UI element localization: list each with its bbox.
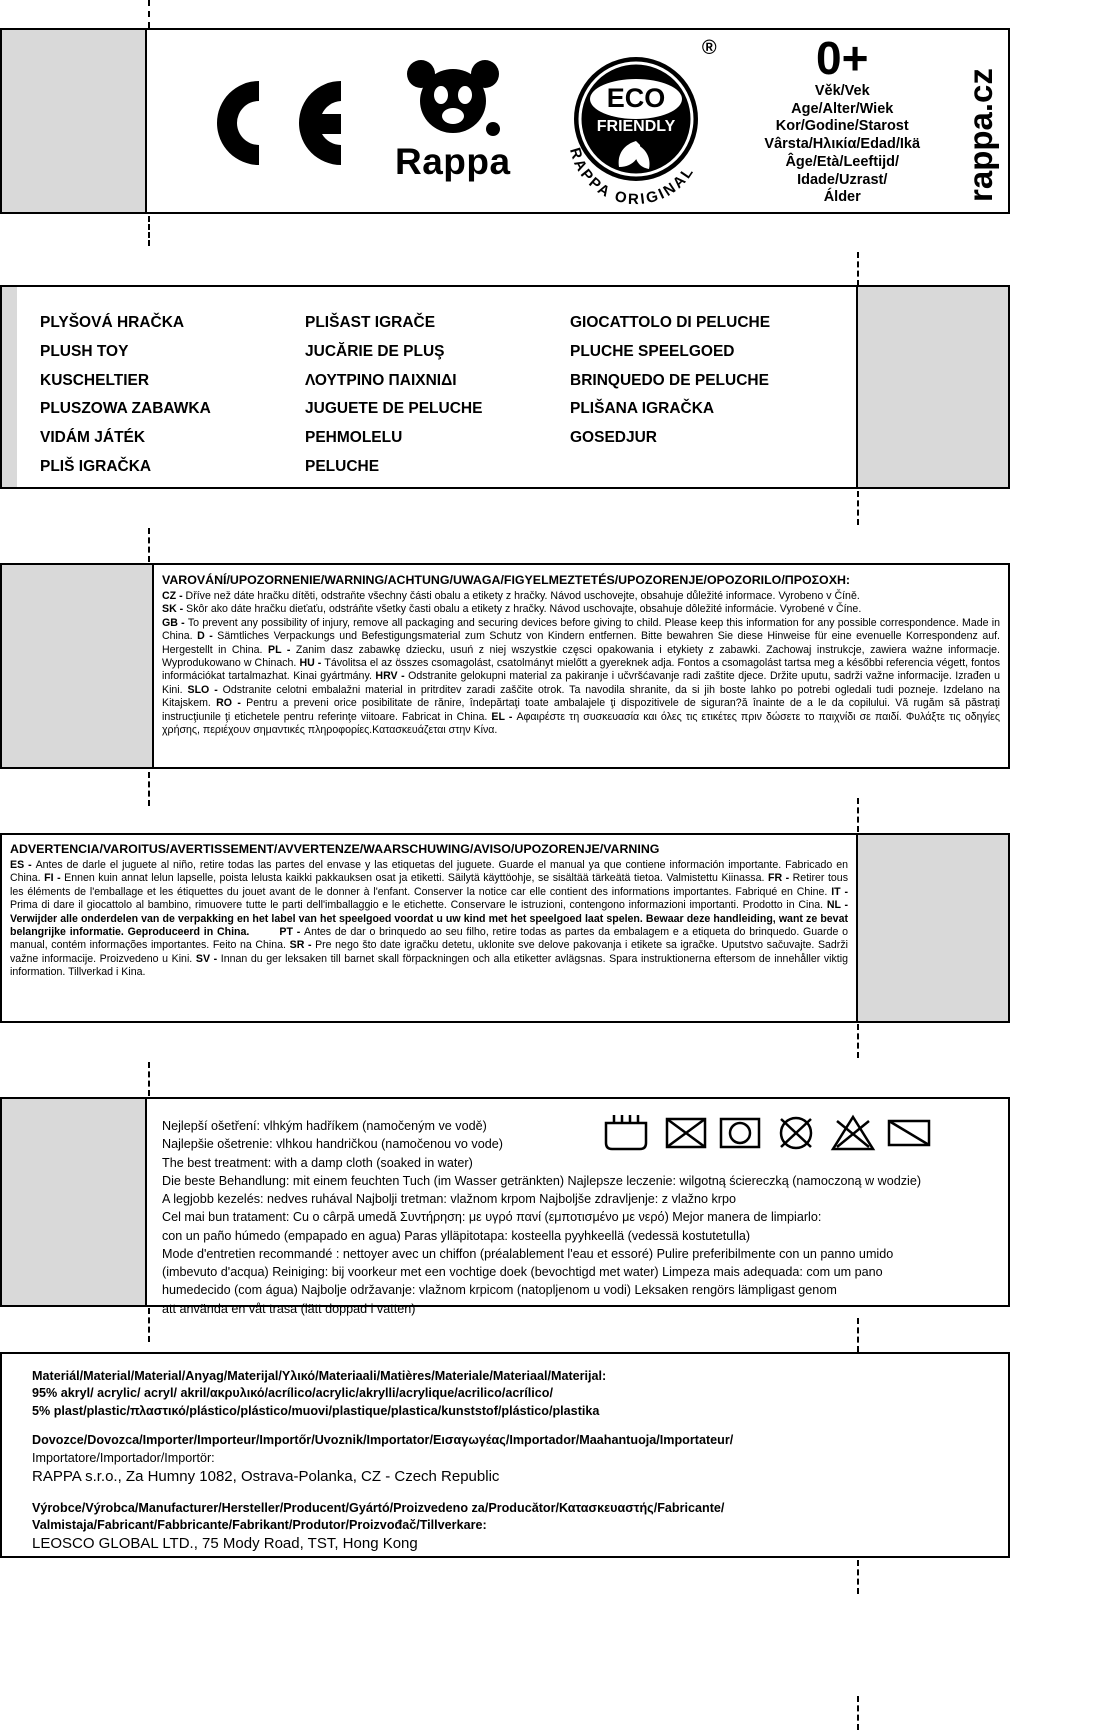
warning-block xyxy=(0,563,1010,769)
care-line: (imbevuto d'acqua) Reiniging: bij voorkeur met een vochtige doek (bevochtigd met water) Limpeza mais adequada: com um pano xyxy=(162,1265,883,1279)
care-grey-panel xyxy=(2,1099,147,1305)
advertencia-grey-panel xyxy=(856,835,1008,1021)
warning-lang-text: Sämtliches Verpackungs und Befestigungsmaterial zum Schutz von Kindern entfernen. Bitte bewahren Sie diese Hinweise für eine evenuelle Korrespondenz auf. Hergestellt in China. xyxy=(162,630,1000,656)
adv-lang-text: Antes de darle el juguete al niño, retire todas las partes del envase y las etiquetas del juguete. Guarde el manual ya que contiene información importante. Fabricado en China. xyxy=(10,858,848,885)
care-line: A legjobb kezelés: nedves ruhával Najbolji tretman: vlažnom krpom Najboljše zdravljenje: z vlažno krpo xyxy=(162,1192,736,1206)
header-band xyxy=(0,28,1010,214)
warning-lang-text: To prevent any possibility of injury, remove all packaging and securing devices before giving to child. Please keep this information for any possible correspondence. Made in China. xyxy=(162,616,1000,643)
importer-label: Dovozce/Dovozca/Importer/Importeur/Importőr/Uvoznik/Importator/Εισαγωγέας/Importador/Maahantuoja/Importateur/ xyxy=(32,1433,734,1448)
adv-lang-code: SV - xyxy=(195,952,221,965)
warning-lang-code: HU - xyxy=(299,657,325,670)
care-line: con un paño húmedo (empapado en agua) Paras ylläpitotapa: kosteella pyyhkeellä (vedessä kostutetulla) xyxy=(162,1228,751,1243)
warning-lang-text: Távolitsa el az összes csomagolást, csatolmányt mielőtt a gyereknek adja. Fontos a csomagolást tartsa meg a későbbi referencia végett, fontos információkat tartalmazhat. Kinai gyártmány. xyxy=(162,657,1001,683)
cut-mark-left-mid2 xyxy=(148,528,150,562)
cut-mark-left-mid5 xyxy=(148,1308,150,1342)
product-name: GOSEDJUR xyxy=(570,429,657,447)
cut-mark-right-3 xyxy=(857,798,859,832)
cut-mark-right-bottom xyxy=(857,1560,859,1594)
cut-mark-left-mid4 xyxy=(148,1062,150,1096)
header-grey-panel xyxy=(2,30,147,212)
material-label: Materiál/Material/Material/Anyag/Materijal/Υλικό/Materiaali/Matières/Materiale/Materiaal/Materijal: xyxy=(32,1369,607,1383)
importer-value: RAPPA s.r.o., Za Humny 1082, Ostrava-Polanka, CZ - Czech Republic xyxy=(32,1467,500,1485)
warning-lang-code: GB - xyxy=(162,616,188,629)
names-grey-right xyxy=(856,287,1008,487)
material-line-1: 95% akryl/ acrylic/ acryl/ akril/ακρυλικό/acrílico/acrylic/akrylli/acrylique/acrilico/acrílico/ xyxy=(32,1386,553,1401)
product-name: JUGUETE DE PELUCHE xyxy=(305,400,483,418)
adv-lang-text: Verwijder alle onderdelen van de verpakking en het label van het speelgoed voordat u uw kind met het speelgoed laat spelen. Bewaar deze handleiding, want ze bevat belangrijke informatie. Geproduceerd in China. xyxy=(10,912,848,939)
care-line: Mode d'entretien recommandé : nettoyer avec un chiffon (préalablement l'eau et essoré) Pulire preferibilmente con un panno umido xyxy=(162,1246,894,1261)
warning-lang-code: SLO - xyxy=(187,683,223,696)
adv-lang-code: PT - xyxy=(279,926,304,939)
manufacturer-label-2: Valmistaja/Fabricant/Fabbricante/Fabrikant/Produtor/Proizvođač/Tillverkare: xyxy=(32,1517,487,1532)
product-name: PLUSH TOY xyxy=(40,342,129,360)
product-names-block xyxy=(0,285,1010,489)
adv-lang-code: NL - xyxy=(826,899,849,912)
warning-text xyxy=(162,590,1000,738)
cut-mark-right-5 xyxy=(857,1318,859,1352)
product-name: PLIŠ IGRAČKA xyxy=(40,458,152,476)
website-vertical xyxy=(954,36,1008,206)
age-lang-2: Kor/Godine/Starost xyxy=(775,118,909,135)
adv-lang-code: FR - xyxy=(767,872,793,885)
age-lang-3: Vârsta/Ηλικία/Edad/Ikä xyxy=(764,136,921,153)
warning-lang-text: Pentru a preveni orice posibilitate de rănire, îndepărtaţi toate ambalajele ţi dispozitivele de siguran?ă înainte de a le da copilului. Vă rugăm să păstraţi instrucţiunile ţi etichetele pentru referinţe viitoare. Fabricat in China. xyxy=(162,697,1000,723)
website-text: rappa.cz xyxy=(961,68,999,202)
care-line: The best treatment: with a damp cloth (soaked in water) xyxy=(162,1155,473,1170)
warning-lang-text: Zanim dasz zabawkę dziecku, usuń z niej wszystkie częsci opakowania i etykiety z zabawki. Zachowaj instrukcje, zawiera ważne informacje. Wyprodukowano w Chinach. xyxy=(162,643,1000,670)
care-instructions-block xyxy=(0,1097,1010,1316)
age-info xyxy=(739,32,946,207)
adv-lang-code: IT - xyxy=(831,885,848,898)
rappa-logo xyxy=(395,59,511,183)
warning-lang-code: EL - xyxy=(491,710,517,723)
adv-lang-text: Innan du ger leksaken till barnet skall förpackningen och alla etiketter avlägsnas. Spara instruktionerna eftersom de innehåller viktig information. Tillverkad i Kina. xyxy=(10,952,848,979)
care-line: humedecido (com água) Najbolje održavanje: vlažnom krpicom (natopljenom u vodi) Leksaken rengörs lämpligast genom xyxy=(162,1283,837,1298)
warning-lang-text: Αφαιρέστε τη συσκευασία και όλες τις ετικέτες πριν δώσετε το παιχνίδι σε παιδί. Φυλάξτε τις οδηγίες χρήσης, περιέχουν σημαντικές πληροφορίες.Κατασκευάζεται στην Κίνα. xyxy=(162,710,1000,737)
product-name: PLUSZOWA ZABAWKA xyxy=(40,400,211,418)
product-name: PLIŠANA IGRAČKA xyxy=(570,400,715,418)
cut-mark-right-4 xyxy=(857,1024,859,1058)
registered-trademark-icon: ® xyxy=(701,37,717,59)
age-number: 0+ xyxy=(816,32,869,85)
warning-lang-code: CZ - xyxy=(162,589,186,602)
adv-lang-code: FI - xyxy=(44,872,65,885)
warning-lang-code: PL - xyxy=(268,643,296,656)
age-lang-6: Álder xyxy=(823,189,861,206)
warning-lang-code: HRV - xyxy=(375,670,409,683)
cut-mark-left-top xyxy=(148,0,150,28)
product-name: PLUCHE SPEELGOED xyxy=(570,342,735,360)
svg-text:ECO: ECO xyxy=(606,83,665,113)
product-name: ΛΟΥΤΡΙΝΟ ΠΑΙΧΝΙΔΙ xyxy=(305,371,457,389)
warning-lang-text: Skôr ako dáte hračku dieťaťu, odstráňte všetky časti obalu a etikety z hračky. Návod uschovajte, obsahuje dôležité informácie. Vyrobené v Číne. xyxy=(186,603,862,616)
product-name: JUCĂRIE DE PLUŞ xyxy=(305,342,445,360)
names-grey-left xyxy=(2,287,17,487)
svg-text:FRIENDLY: FRIENDLY xyxy=(596,118,675,135)
bear-icon xyxy=(403,59,503,139)
adv-lang-text: Retirer tous les éléments de l'emballage et les étiquettes du jouet avant de le donner à l'enfant. Conserver la notice car elle contient des informations importantes. Fabriqué en Chine. xyxy=(10,872,848,898)
manufacturer-label: Výrobce/Výrobca/Manufacturer/Hersteller/Producent/Gyártó/Proizvedeno za/Producător/Κατασκευαστής/Fabricante/ xyxy=(32,1500,725,1515)
advertencia-text xyxy=(10,859,848,980)
advertencia-title: ADVERTENCIA/VAROITUS/AVERTISSEMENT/AVVERTENZE/WAARSCHUWING/AVISO/UPOZORENJE/VARNING xyxy=(10,842,660,856)
warning-lang-code: RO - xyxy=(216,697,247,710)
care-line: att använda en våt trasa (lätt doppad i vatten) xyxy=(162,1301,416,1316)
adv-lang-code: SR - xyxy=(289,939,316,952)
rappa-wordmark: Rappa xyxy=(395,141,511,182)
cut-mark-right-end xyxy=(857,1696,859,1730)
warning-lang-text: Dříve než dáte hračku dítěti, odstraňte všechny části obalu a etikety z hračky. Návod uschovejte, obsahuje důležité informace. Vyrobeno v Číně. xyxy=(185,589,860,602)
warning-grey-panel xyxy=(2,565,154,767)
age-lang-4: Âge/Età/Leeftijd/ xyxy=(785,153,900,170)
adv-lang-text: Prima di dare il giocattolo al bambino, rimuovere tutte le parti dell'imballaggio e le etichette. Conservare le istruzioni, contengono informazioni importanti. Prodotto in Cina. xyxy=(10,899,824,912)
names-column-3 xyxy=(570,309,770,482)
age-lang-0: Věk/Vek xyxy=(814,83,870,100)
product-name: GIOCATTOLO DI PELUCHE xyxy=(570,314,771,331)
cut-mark-left-mid1 xyxy=(148,216,150,246)
names-column-2 xyxy=(305,309,570,482)
adv-lang-code: ES - xyxy=(10,858,36,871)
product-name: PEHMOLELU xyxy=(305,429,403,447)
warning-lang-text: Odstranite celotni embalažni material in pritrditev zaradi zaščite otrok. Ta navodila shranite, da si jih boste lahko po potrebi ogledali tudi pozneje. Izdelano na Kitajskem. xyxy=(162,683,1000,710)
product-name: PLYŠOVÁ HRAČKA xyxy=(40,314,185,331)
age-lang-5: Idade/Uzrast/ xyxy=(797,171,888,188)
importer-label-2: Importatore/Importador/Importör: xyxy=(32,1450,215,1465)
care-line: Najlepšie ošetrenie: vlhkou handričkou (namočenou vo vode) xyxy=(162,1137,503,1152)
care-text xyxy=(162,1117,998,1318)
product-name: PLIŠAST IGRAČE xyxy=(305,314,436,331)
manufacturer-value: LEOSCO GLOBAL LTD., 75 Mody Road, TST, Hong Kong xyxy=(32,1535,418,1553)
warning-lang-code: SK - xyxy=(162,603,187,616)
adv-lang-text: Ennen kuin annat lelun lapselle, poista lelusta kaikki pakkauksen osat ja etiketti. Säilytä käyttöohje, se sisältää tärkeätä tietoa. Valmistettu Kiinassa. xyxy=(64,872,765,885)
warning-lang-code: D - xyxy=(197,630,218,643)
advertencia-block xyxy=(0,833,1010,1023)
care-line: Nejlepší ošetření: vlhkým hadříkem (namočeným ve vodě) xyxy=(162,1119,487,1133)
material-line-2: 5% plast/plastic/πλαστικό/plástico/plástico/muovi/plastique/plastica/kunststof/plástico/plastika xyxy=(32,1403,600,1418)
care-line: Die beste Behandlung: mit einem feuchten Tuch (im Wasser getränkten) Najlepsze leczenie: wilgotną ściereczką (namoczoną w wodzie) xyxy=(162,1173,922,1188)
care-line: Cel mai bun tratament: Cu o cârpă umedă Συντήρηση: με υγρό πανί (εμποτισμένο με νερό) Mejor manera de limpiarlo: xyxy=(162,1210,822,1225)
adv-lang-text: Pre nego što date igračku detetu, uklonite sve delove pakovanja i etikete sa igračke. Uputstvo sačuvajte. Sadrži važne informacije. Proizvedeno u Kini. xyxy=(10,939,848,965)
ce-mark-icon xyxy=(189,73,349,169)
warning-title: VAROVÁNÍ/UPOZORNENIE/WARNING/ACHTUNG/UWAGA/FIGYELMEZTETÉS/UPOZORENJE/OPOZORILO/ΠΡΟΣΟΧΗ: xyxy=(162,573,851,587)
svg-text:RAPPA ORIGINAL: RAPPA ORIGINAL xyxy=(565,145,698,207)
product-name: BRINQUEDO DE PELUCHE xyxy=(570,371,769,389)
cut-mark-right-2 xyxy=(857,491,859,525)
eco-friendly-badge xyxy=(551,37,717,207)
cut-mark-left-mid3 xyxy=(148,772,150,806)
product-name: VIDÁM JÁTÉK xyxy=(40,429,146,447)
product-name: PELUCHE xyxy=(305,458,380,476)
age-lang-1: Age/Alter/Wiek xyxy=(791,100,894,117)
cut-mark-right-1 xyxy=(857,252,859,286)
material-importer-block xyxy=(0,1352,1010,1558)
age-languages xyxy=(739,83,946,207)
adv-lang-text: Antes de dar o brinquedo ao seu filho, retire todas as partes da embalagem e a etiqueta do brinquedo. Guarde o manual, contém informações importantes. Feito na China. xyxy=(10,926,849,952)
warning-lang-text: Odstranite gelokupni material za pakiranje i učvršćavanje radi zaštite djece. Držite uputu, sadrži važne informacije. Izrađen u Kini. xyxy=(162,670,1001,696)
names-column-1 xyxy=(40,309,305,482)
product-name: KUSCHELTIER xyxy=(40,371,150,389)
